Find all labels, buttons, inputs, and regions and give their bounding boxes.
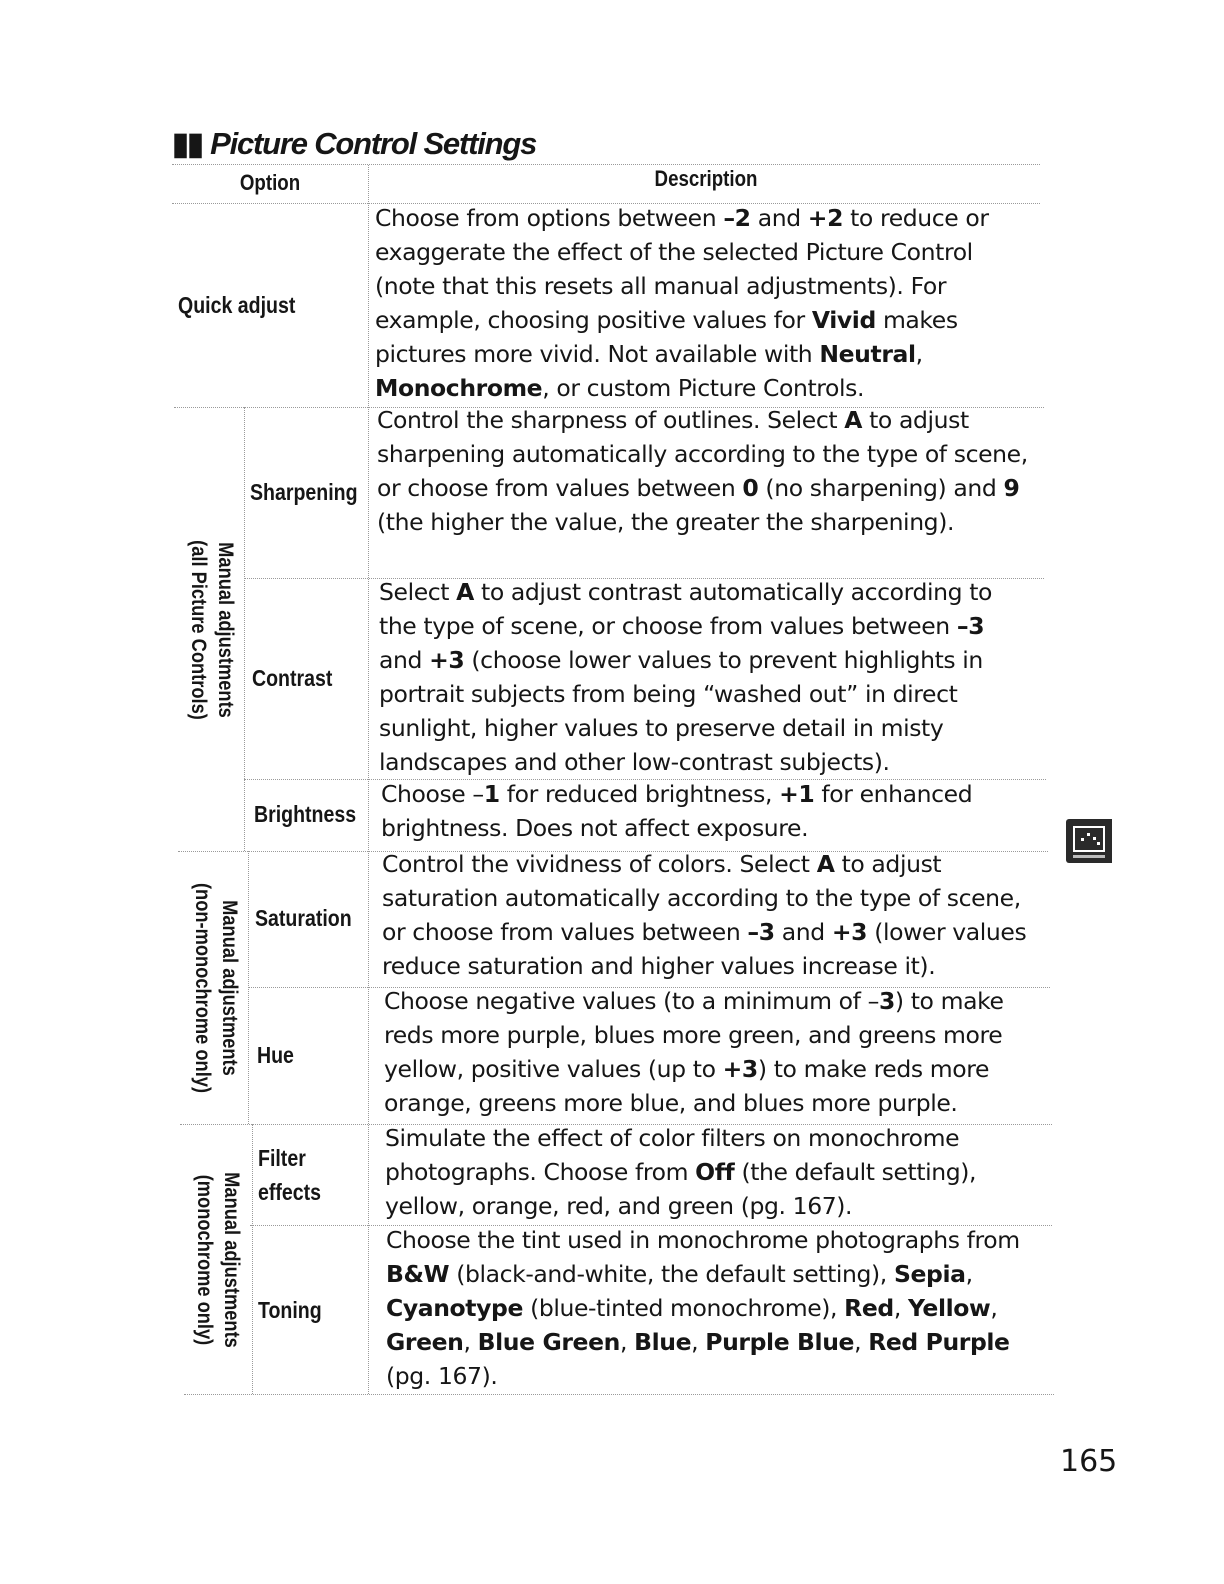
group-divider [252, 1124, 253, 1394]
emphasized-term: Vivid [811, 306, 876, 334]
option-sharpening: Sharpening [250, 479, 358, 505]
emphasized-term: A [816, 850, 835, 878]
emphasized-term: Neutral [819, 340, 916, 368]
emphasized-term: Blue Green [477, 1328, 620, 1356]
emphasized-term: +3 [429, 646, 465, 674]
emphasized-term: Red [844, 1294, 894, 1322]
group-label-line2: (non-monochrome only) [191, 882, 214, 1094]
description-saturation: Control the vividness of colors. Select A to adjust saturation automatically according to the type of scene, or choose from values between –3 and +3 (lower values reduce saturation and higher values increase it). [382, 850, 1027, 980]
page-number: 165 [1060, 1444, 1118, 1479]
group-label-line1: Manual adjustments [214, 542, 237, 718]
emphasized-term: Cyanotype [386, 1294, 524, 1322]
table-top-rule [172, 164, 1040, 165]
option-toning: Toning [258, 1297, 322, 1323]
emphasized-term: +2 [807, 204, 844, 232]
description-filter-effects: Simulate the effect of color filters on monochrome photographs. Choose from Off (the default setting), yellow, orange, red, and green (pg. 167). [385, 1124, 977, 1220]
emphasized-term: +1 [779, 780, 815, 808]
description-hue: Choose negative values (to a minimum of –3) to make reds more purple, blues more green, and greens more yellow, positive values (up to +3) to make reds more orange, greens more blue, and blues more purple. [384, 987, 1004, 1117]
shooting-menu-tab-icon [1066, 819, 1112, 863]
emphasized-term: A [844, 406, 863, 434]
emphasized-term: A [456, 578, 474, 606]
emphasized-term: Red Purple [868, 1328, 1010, 1356]
group-label-line2: (all Picture Controls) [187, 540, 210, 720]
emphasized-term: 3 [878, 987, 895, 1015]
description-brightness: Choose –1 for reduced brightness, +1 for enhanced brightness. Does not affect exposure. [381, 780, 973, 842]
option-brightness: Brightness [254, 801, 357, 827]
header-option: Option [239, 170, 301, 195]
emphasized-term: 0 [742, 474, 759, 502]
emphasized-term: –3 [747, 918, 775, 946]
option-quick-adjust: Quick adjust [178, 292, 296, 318]
group-divider [244, 407, 245, 851]
emphasized-term: –2 [723, 204, 751, 232]
heading-marker-icon: ▮▮ [172, 126, 203, 161]
emphasized-term: +3 [722, 1055, 758, 1083]
group-label-line1: Manual adjustments [220, 1172, 243, 1348]
emphasized-term: Monochrome [375, 374, 543, 402]
emphasized-term: Off [695, 1158, 735, 1186]
section-title: Picture Control Settings [210, 126, 537, 161]
description-toning: Choose the tint used in monochrome photographs from B&W (black-and-white, the default setting), Sepia, Cyanotype (blue-tinted monochrome), Red, Yellow, Green, Blue Green, Blue, Purple Blue, Red Purple (pg. 167). [386, 1226, 1020, 1390]
emphasized-term: –3 [956, 612, 985, 640]
option-hue: Hue [257, 1042, 294, 1068]
table-bottom-rule [184, 1394, 1054, 1395]
option-filter-effects [258, 1141, 321, 1209]
description-quick-adjust: Choose from options between –2 and +2 to reduce or exaggerate the effect of the selected Picture Control (note that this resets all manual adjustments). For example, choosing positive values for Vivid makes pictures more vivid. Not available with Neutral, Monochrome, or custom Picture Controls. [375, 204, 989, 402]
group-label-line2: (monochrome only) [193, 1174, 216, 1346]
emphasized-term: Green [386, 1328, 464, 1356]
description-contrast: Select A to adjust contrast automatically according to the type of scene, or choose from values between –3 and +3 (choose lower values to prevent highlights in portrait subjects from being “washed out” in direct sunlight, higher values to preserve detail in misty landscapes and other low-contrast subjects). [379, 578, 993, 776]
emphasized-term: 1 [483, 780, 500, 808]
header-description: Description [654, 166, 758, 191]
emphasized-term: 9 [1003, 474, 1020, 502]
description-sharpening: Control the sharpness of outlines. Select A to adjust sharpening automatically according to the type of scene, or choose from values between 0 (no sharpening) and 9 (the higher the value, the greater the sharpening). [377, 406, 1028, 536]
emphasized-term: Sepia [893, 1260, 966, 1288]
option-filter-effects-line1: Filter [258, 1145, 306, 1171]
emphasized-term: Blue [634, 1328, 692, 1356]
group-divider [248, 851, 249, 1124]
emphasized-term: +3 [831, 918, 868, 946]
emphasized-term: Yellow [907, 1294, 991, 1322]
column-divider [368, 165, 369, 1394]
option-saturation: Saturation [255, 905, 352, 931]
option-filter-effects-line2: effects [258, 1179, 322, 1205]
emphasized-term: Purple Blue [705, 1328, 855, 1356]
group-label-line1: Manual adjustments [218, 900, 241, 1076]
emphasized-term: B&W [386, 1260, 450, 1288]
option-contrast: Contrast [252, 665, 333, 691]
